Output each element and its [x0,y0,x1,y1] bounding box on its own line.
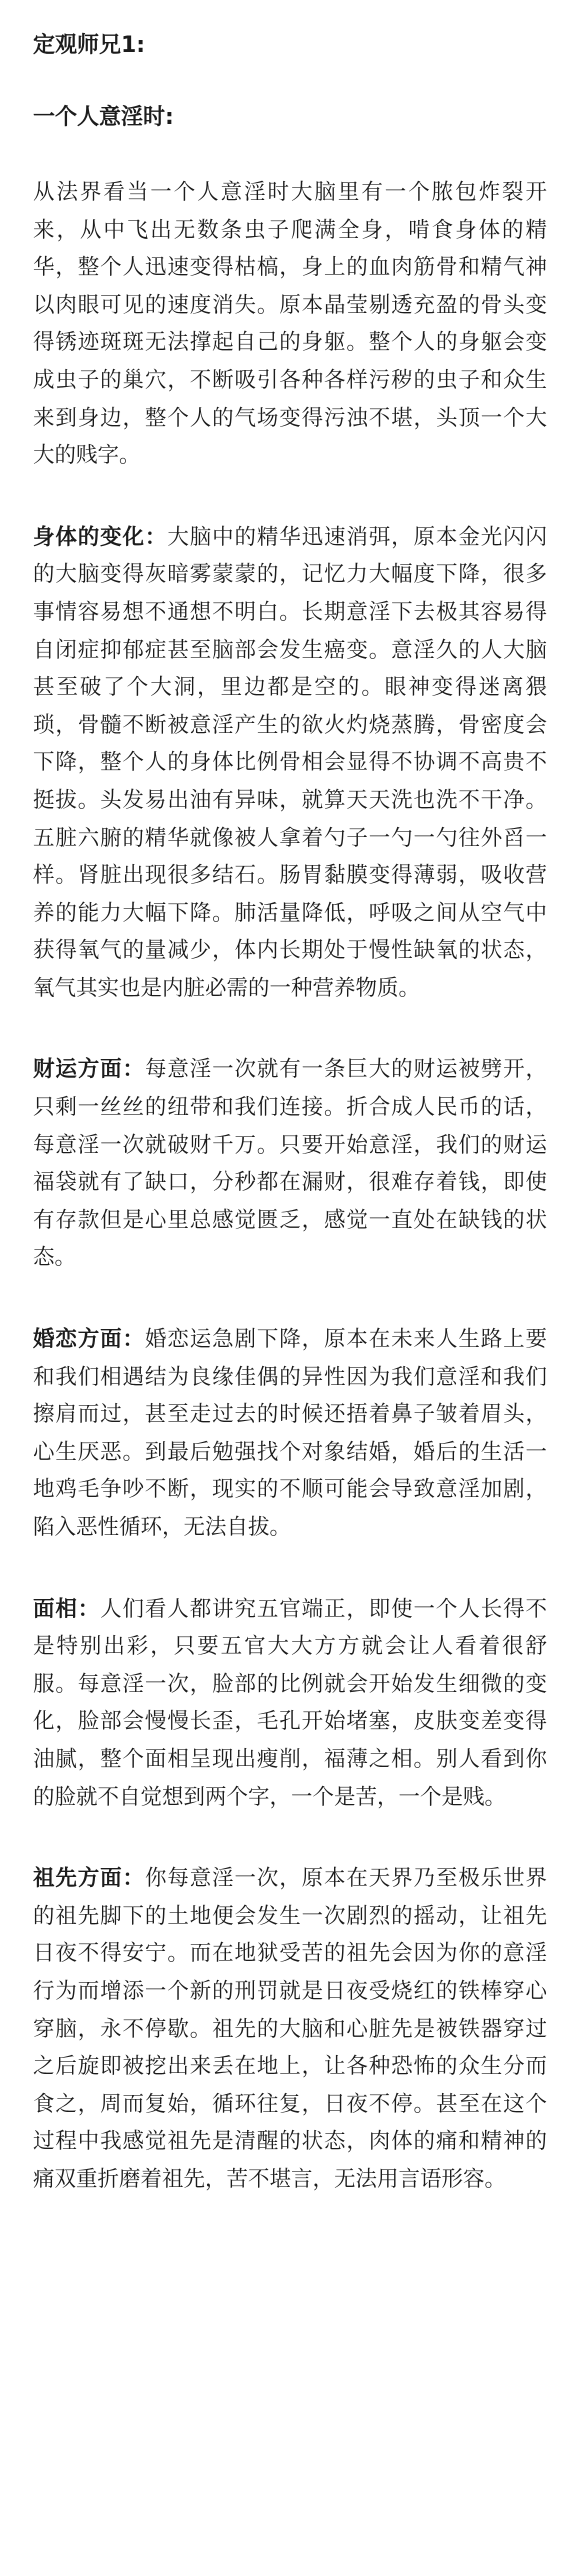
paragraph-label: 身体的变化： [33,524,168,550]
paragraph-body-change [33,519,547,1008]
paragraph-text: 从法界看当一个人意淫时大脑里有一个脓包炸裂开来，从中飞出无数条虫子爬满全身，啃食身体的精华，整个人迅速变得枯槁，身上的血肉筋骨和精气神以肉眼可见的速度消失。原本晶莹剔透充盈的骨头变得锈迹斑斑无法撑起自己的身躯。整个人的身躯会变成虫子的巢穴，不断吸引各种各样污秽的虫子和众生来到身边，整个人的气场变得污浊不堪，头顶一个大大的贱字。 [33,180,547,469]
paragraph-text: 人们看人都讲究五官端正，即使一个人长得不是特别出彩，只要五官大大方方就会让人看着很舒服。每意淫一次，脸部的比例就会开始发生细微的变化，脸部会慢慢长歪，毛孔开始堵塞，皮肤变差变得油腻，整个面相呈现出瘦削，福薄之相。别人看到你的脸就不自觉想到两个字，一个是苦，一个是贱。 [33,1596,547,1810]
paragraph-wealth [33,1051,547,1277]
section-heading: 一个人意淫时: [33,105,174,130]
paragraph-label: 财运方面： [33,1057,145,1083]
author-line: 定观师兄1: [33,33,146,58]
paragraph-label: 婚恋方面： [33,1327,145,1353]
paragraph-text: 每意淫一次就有一条巨大的财运被劈开，只剩一丝丝的纽带和我们连接。折合成人民币的话，每意淫一次就破财千万。只要开始意淫，我们的财运福袋就有了缺口，分秒都在漏财，很难存着钱，即使有存款但是心里总感觉匮乏，感觉一直处在缺钱的状态。 [33,1057,547,1271]
paragraph-ancestors [33,1860,547,2198]
paragraph-label: 祖先方面： [33,1866,145,1892]
paragraph-intro [33,174,547,475]
paragraph-face [33,1591,547,1817]
paragraph-marriage [33,1321,547,1547]
paragraph-label: 面相： [33,1596,101,1622]
paragraph-text: 你每意淫一次，原本在天界乃至极乐世界的祖先脚下的土地便会发生一次剧烈的摇动，让祖先日夜不得安宁。而在地狱受苦的祖先会因为你的意淫行为而增添一个新的刑罚就是日夜受烧红的铁棒穿心穿脑，永不停歇。祖先的大脑和心脏先是被铁器穿过之后旋即被挖出来丢在地上，让各种恐怖的众生分而食之，周而复始，循环往复，日夜不停。甚至在这个过程中我感觉祖先是清醒的状态，肉体的痛和精神的痛双重折磨着祖先，苦不堪言，无法用言语形容。 [33,1866,547,2192]
paragraph-text: 婚恋运急剧下降，原本在未来人生路上要和我们相遇结为良缘佳偶的异性因为我们意淫和我们擦肩而过，甚至走过去的时候还捂着鼻子皱着眉头，心生厌恶。到最后勉强找个对象结婚，婚后的生活一地鸡毛争吵不断，现实的不顺可能会导致意淫加剧，陷入恶性循环，无法自拔。 [33,1327,547,1540]
paragraph-text: 大脑中的精华迅速消弭，原本金光闪闪的大脑变得灰暗雾蒙蒙的，记忆力大幅度下降，很多事情容易想不通想不明白。长期意淫下去极其容易得自闭症抑郁症甚至脑部会发生癌变。意淫久的人大脑甚至破了个大洞，里边都是空的。眼神变得迷离猥琐，骨髓不断被意淫产生的欲火灼烧蒸腾，骨密度会下降，整个人的身体比例骨相会显得不协调不高贵不挺拔。头发易出油有异味，就算天天洗也洗不干净。五脏六腑的精华就像被人拿着勺子一勺一勺往外舀一样。肾脏出现很多结石。肠胃黏膜变得薄弱，吸收营养的能力大幅下降。肺活量降低，呼吸之间从空气中获得氧气的量减少，体内长期处于慢性缺氧的状态，氧气其实也是内脏必需的一种营养物质。 [33,524,547,1001]
